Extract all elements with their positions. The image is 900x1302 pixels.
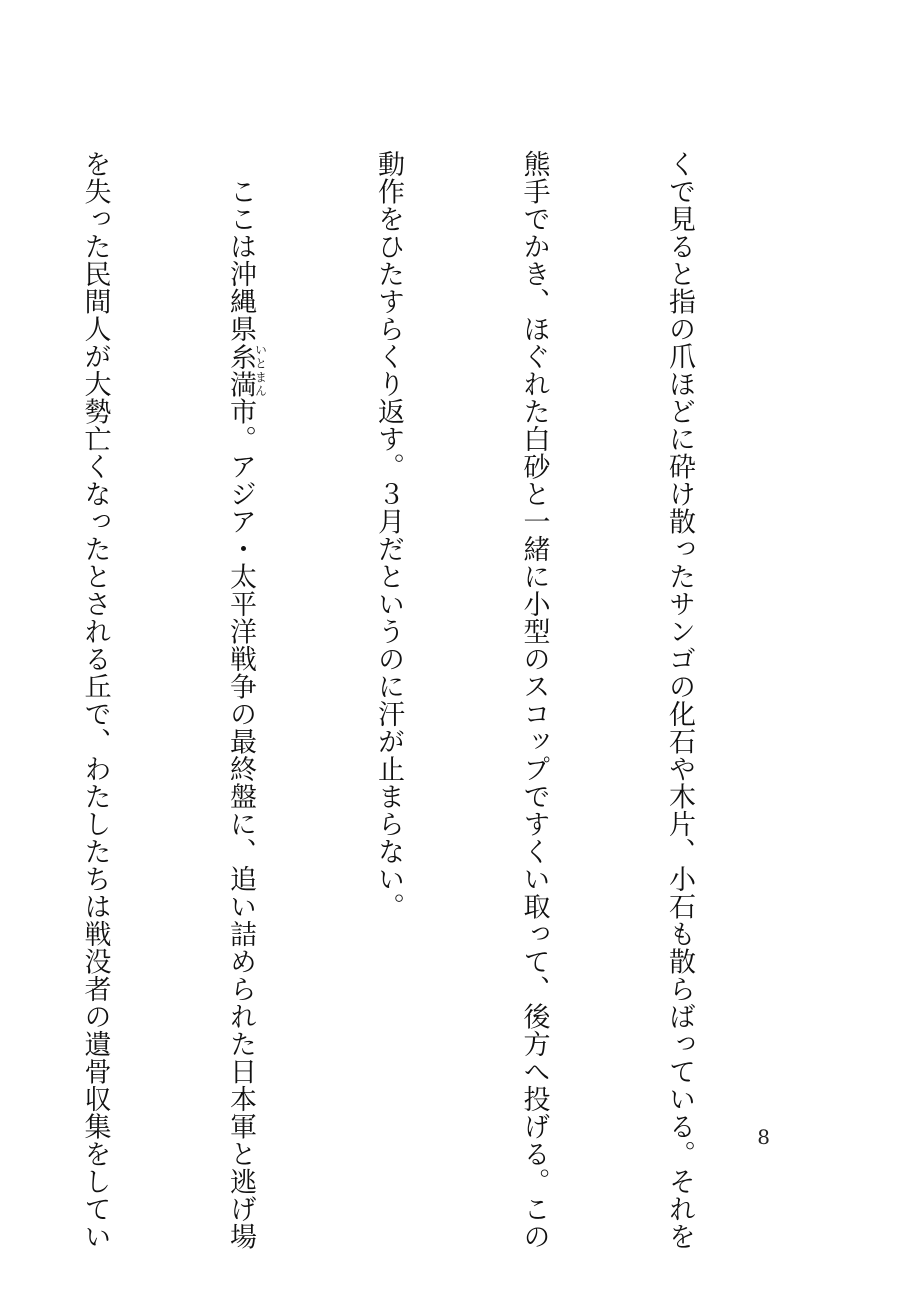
- ruby-reading: いとまん: [253, 342, 268, 398]
- text-line: を失った民間人が大勢亡くなったとされる丘で、わたしたちは戦没者の遺骨収集をしてい: [79, 150, 111, 1250]
- ruby-word: [225, 342, 268, 398]
- text-line: 熊手でかき、ほぐれた白砂と一緒に小型のスコップですくい取って、後方へ投げる。この: [518, 150, 550, 1250]
- ruby-line-after: 市。アジア・太平洋戦争の最終盤に、追い詰められた日本軍と逃げ場: [225, 397, 256, 1250]
- ruby-line-before: ここは沖縄県: [225, 150, 256, 343]
- text-line: 動作をひたすらくり返す。３月だというのに汗が止まらない。: [373, 150, 404, 920]
- page-number: 8: [757, 1125, 770, 1149]
- ruby-base: 糸満: [225, 342, 256, 398]
- body-text: [0, 150, 800, 1250]
- text-line: くで見ると指の爪ほどに砕け散ったサンゴの化石や木片、小石も散らばっている。それを: [664, 150, 695, 1250]
- text-line-with-ruby: [216, 150, 268, 1250]
